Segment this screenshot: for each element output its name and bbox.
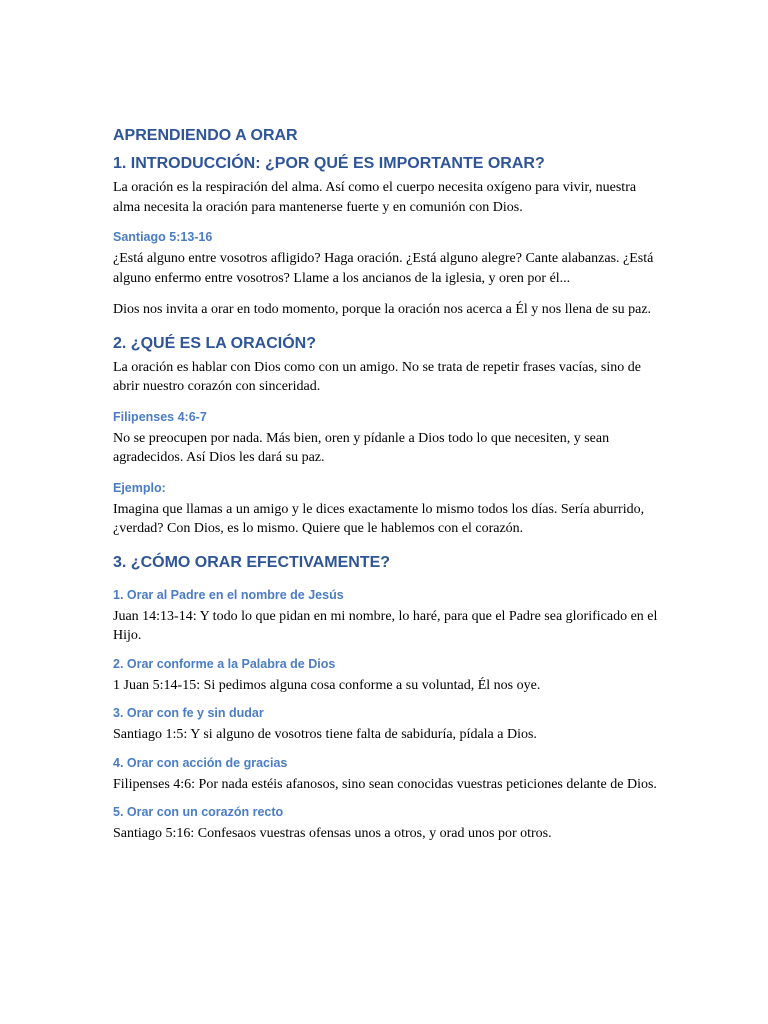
- section-1-heading: 1. INTRODUCCIÓN: ¿POR QUÉ ES IMPORTANTE ORAR?: [113, 155, 545, 172]
- section-1-verse-ref: Santiago 5:13-16: [113, 230, 213, 244]
- section-2-verse-ref: Filipenses 4:6-7: [113, 409, 207, 424]
- section-1-intro: La oración es la respiración del alma. Así como el cuerpo necesita oxígeno para vivir, nuestra alma necesita la oración para mantenerse fuerte y en comunión con Dios.: [113, 180, 637, 215]
- section-1-closing: Dios nos invita a orar en todo momento, porque la oración nos acerca a Él y nos llena de su paz.: [113, 302, 652, 317]
- prayer-item-text: Filipenses 4:6: Por nada estéis afanosos, sino sean conocidas vuestras peticiones delante de Dios.: [113, 776, 657, 792]
- prayer-item: [113, 656, 658, 696]
- prayer-item: [113, 705, 658, 745]
- prayer-item-text: Santiago 5:16: Confesaos vuestras ofensas unos a otros, y orad unos por otros.: [113, 826, 552, 841]
- section-2-intro: La oración es hablar con Dios como con un amigo. No se trata de repetir frases vacías, sino de abrir nuestro corazón con sinceridad.: [113, 359, 641, 394]
- prayer-item-title: 5. Orar con un corazón recto: [113, 805, 284, 819]
- section-1-verse-text: ¿Está alguno entre vosotros afligido? Haga oración. ¿Está alguno alegre? Cante alabanzas. ¿Está alguno enfermo entre vosotros? Llame a los ancianos de la iglesia, y oren por él...: [113, 251, 654, 286]
- section-2-example-label: Ejemplo:: [113, 480, 166, 495]
- section-2-example-text: Imagina que llamas a un amigo y le dices exactamente lo mismo todos los días. Sería aburrido, ¿verdad? Con Dios, es lo mismo. Quiere que le hablemos con el corazón.: [113, 501, 645, 536]
- section-3-heading: 3. ¿CÓMO ORAR EFECTIVAMENTE?: [113, 553, 391, 571]
- prayer-item-title: 1. Orar al Padre en el nombre de Jesús: [113, 587, 344, 602]
- document-title: APRENDIENDO A ORAR: [113, 127, 298, 144]
- prayer-item: [113, 804, 658, 844]
- prayer-item-title: 2. Orar conforme a la Palabra de Dios: [113, 656, 336, 671]
- section-2-verse-text: No se preocupen por nada. Más bien, oren y pídanle a Dios todo lo que necesiten, y sean agradecidos. Así Dios les dará su paz.: [113, 430, 610, 465]
- prayer-item-text: Juan 14:13-14: Y todo lo que pidan en mi nombre, lo haré, para que el Padre sea glorificado en el Hijo.: [113, 608, 658, 643]
- document-page: [113, 126, 658, 854]
- prayer-item-title: 3. Orar con fe y sin dudar: [113, 706, 264, 720]
- prayer-item: [113, 755, 658, 795]
- prayer-item-text: 1 Juan 5:14-15: Si pedimos alguna cosa conforme a su voluntad, Él nos oye.: [113, 677, 541, 693]
- section-2-heading: 2. ¿QUÉ ES LA ORACIÓN?: [113, 334, 316, 352]
- prayer-item: [113, 587, 658, 646]
- prayer-item-text: Santiago 1:5: Y si alguno de vosotros tiene falta de sabiduría, pídala a Dios.: [113, 727, 537, 742]
- prayer-item-title: 4. Orar con acción de gracias: [113, 755, 288, 770]
